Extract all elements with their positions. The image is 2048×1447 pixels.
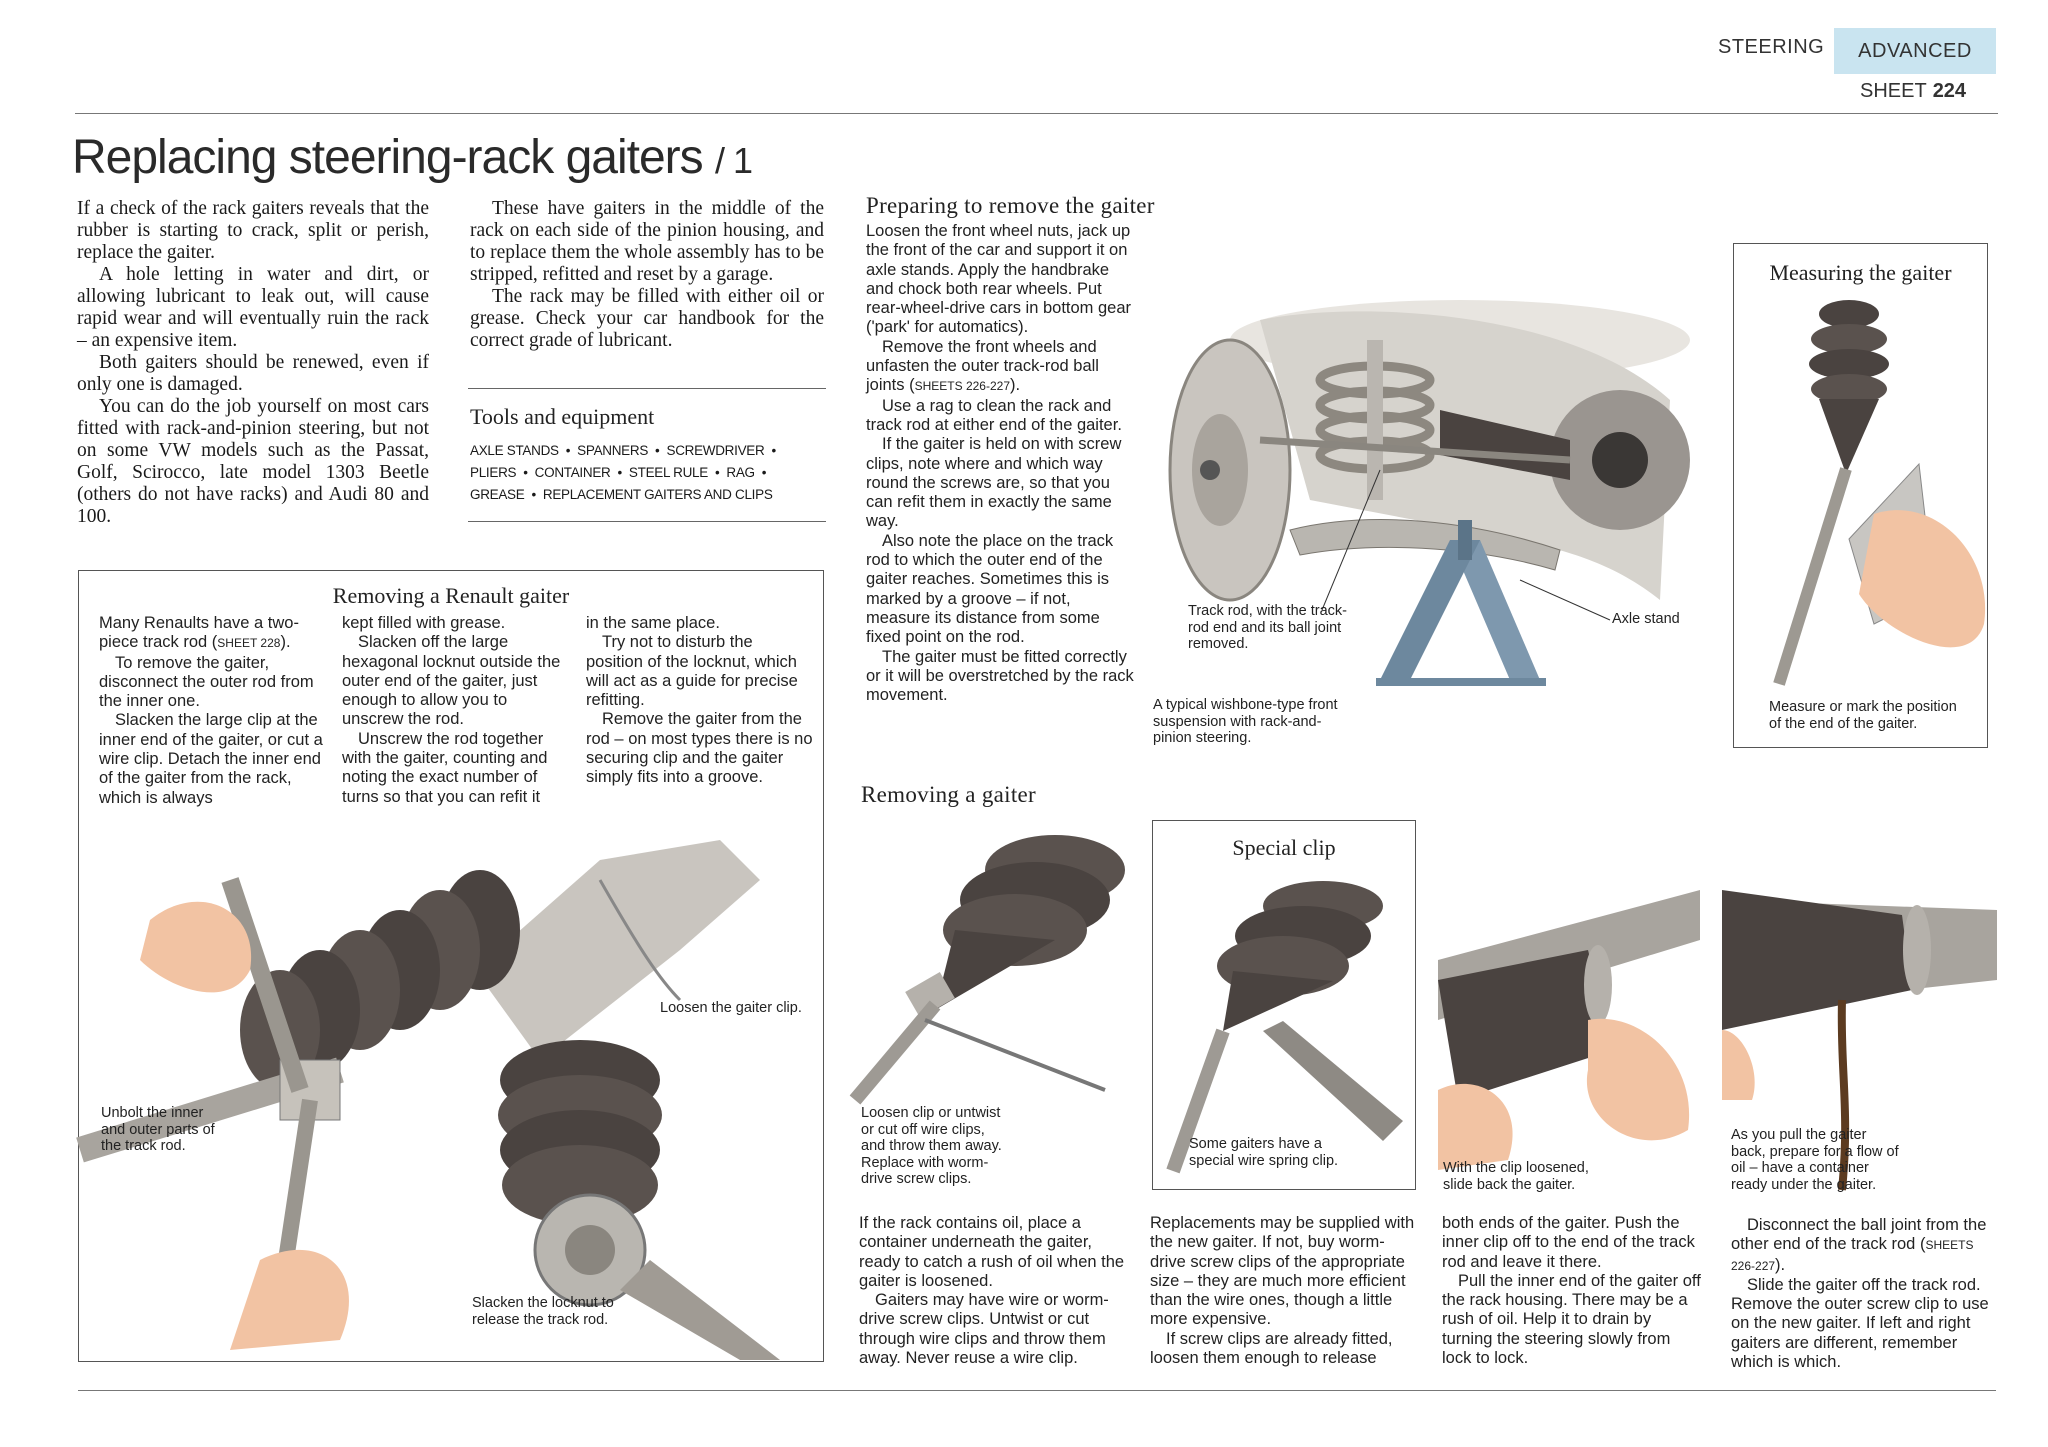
screwdriver — [925, 1020, 1105, 1090]
removing-paragraph: If screw clips are already fitted, loosen them enough to release — [1150, 1329, 1393, 1368]
axlestand-label: Axle stand — [1612, 611, 1680, 627]
removing-paragraph: both ends of the gaiter. Push the inner clip off to the end of the track rod and leave it there. — [1442, 1214, 1695, 1271]
renault-column-3 — [586, 614, 814, 788]
tools-line — [470, 440, 830, 462]
tool-item: CONTAINER — [534, 465, 611, 480]
removing-text-1 — [859, 1214, 1129, 1368]
track-rod — [1779, 469, 1846, 684]
removing-paragraph: Slide the gaiter off the track rod. Remove the outer screw clip to use on the new gaiter. If left and right gaiters are different, remember which is which. — [1731, 1275, 1989, 1372]
page-title — [72, 130, 752, 185]
renault-paragraph: in the same place. — [586, 614, 720, 632]
trackrod-label: Track rod, with the track-rod end and its ball joint removed. — [1188, 603, 1348, 652]
special-clip-caption: Some gaiters have a special wire spring clip. — [1189, 1136, 1339, 1169]
removing-paragraph: Replacements may be supplied with the new gaiter. If not, buy worm-drive screw clips of the appropriate size – they are much more efficient than the wire ones, though a little more expensive. — [1150, 1214, 1415, 1329]
hand-lower — [230, 1250, 349, 1350]
measuring-title: Measuring the gaiter — [1769, 260, 1952, 285]
removing-step3-illustration — [1438, 870, 1700, 1200]
sheet-ref: SHEET 228 — [217, 636, 281, 651]
renault-paragraph: Slacken the large clip at the inner end of the gaiter, or cut a wire clip. Detach the inner end of the gaiter from the rack, which is always — [99, 711, 323, 807]
renault-paragraph: Try not to disturb the position of the locknut, which will act as a guide for precise refitting. — [586, 633, 798, 710]
intro-paragraph: Both gaiters should be renewed, even if only one is damaged. — [77, 352, 429, 395]
renault-illustration — [80, 820, 822, 1360]
measuring-caption: Measure or mark the position of the end of the gaiter. — [1769, 699, 1957, 732]
sheet-value: 224 — [1932, 80, 1967, 102]
removing-text-part: Disconnect the ball joint from the other end of the track rod ( — [1731, 1216, 1987, 1254]
hand-left — [1438, 1084, 1513, 1170]
renault-paragraph: To remove the gaiter, disconnect the outer rod from the inner one. — [99, 653, 314, 711]
removing-text-2 — [1150, 1214, 1415, 1368]
sheet-ref: SHEETS 226-227 — [1731, 1238, 1974, 1273]
locknut — [565, 1225, 615, 1275]
intro-column-2 — [470, 198, 824, 352]
preparing-paragraph: Also note the place on the track rod to which the outer end of the gaiter reaches. Sometimes this is marked by a groove – if not, measure its distance from some fixed point on the rod. — [866, 531, 1114, 647]
intro-column-1 — [77, 198, 429, 528]
removing-text-part: ). — [1775, 1255, 1786, 1274]
renault-paragraph: Unscrew the rod together with the gaiter, counting and noting the exact number of turns so that you can refit it — [342, 729, 548, 806]
removing-text-3 — [1442, 1214, 1704, 1368]
measuring-box — [1733, 243, 1988, 748]
measuring-illustration — [1734, 294, 1989, 694]
removing-text-4 — [1731, 1216, 1993, 1372]
intro-paragraph: The rack may be filled with either oil or grease. Check your car handbook for the correct grade of lubricant. — [470, 286, 824, 351]
removing-paragraph: If the rack contains oil, place a container underneath the gaiter, ready to catch a rush of oil when the gaiter is loosened. — [859, 1214, 1125, 1290]
removing-step1-illustration — [855, 830, 1120, 1100]
special-clip-box — [1152, 820, 1416, 1190]
tool-item: SCREWDRIVER — [666, 443, 765, 458]
intro-paragraph: If a check of the rack gaiters reveals that the rubber is starting to crack, split or perish, replace the gaiter. — [77, 198, 429, 263]
tool-item: AXLE STANDS — [470, 443, 559, 458]
preparing-paragraph — [866, 338, 1136, 397]
tools-rule-bottom — [468, 521, 826, 522]
tools-line — [470, 484, 830, 506]
hub-nut — [1200, 460, 1220, 480]
top-rule — [75, 113, 1998, 114]
renault-caption-loosen: Loosen the gaiter clip. — [660, 1000, 802, 1016]
intro-paragraph: You can do the job yourself on most cars fitted with rack-and-pinion steering, but not on some VW models such as the Passat, Golf, Scirocco, late model 1303 Beetle (others do not have racks) and Audi 80 and 100. — [77, 396, 429, 527]
tool-separator: • — [771, 443, 776, 458]
pliers — [1263, 1021, 1403, 1141]
suspension-caption: A typical wishbone-type front suspension with rack-and-pinion steering. — [1153, 697, 1338, 746]
tool-separator: • — [617, 465, 622, 480]
renault-paragraph: Slacken off the large hexagonal locknut outside the outer end of the gaiter, just enough to allow you to unscrew the rod. — [342, 633, 561, 729]
tool-item: PLIERS — [470, 465, 517, 480]
tool-separator: • — [655, 443, 660, 458]
tool-item: REPLACEMENT GAITERS AND CLIPS — [542, 487, 773, 502]
preparing-paragraph: The gaiter must be fitted correctly or it will be overstretched by the rack movement. — [866, 647, 1134, 705]
preparing-paragraph: Use a rag to clean the rack and track rod at either end of the gaiter. — [866, 396, 1122, 434]
tool-item: SPANNERS — [577, 443, 649, 458]
removing-caption-4: As you pull the gaiter back, prepare for a flow of oil – have a container ready under the gaiter. — [1731, 1127, 1899, 1193]
track-rod — [855, 1005, 935, 1100]
screw-clip — [1903, 905, 1931, 995]
tool-separator: • — [523, 465, 528, 480]
tool-separator: • — [531, 487, 536, 502]
tools-line — [470, 462, 830, 484]
hand — [1722, 1030, 1755, 1100]
renault-title: Removing a Renault gaiter — [332, 583, 570, 608]
tool-separator: • — [565, 443, 571, 458]
gaiter-upper — [240, 840, 760, 1090]
gaiter-bellows — [1809, 300, 1889, 474]
hand-right — [1587, 1019, 1689, 1141]
special-clip-title: Special clip — [1232, 835, 1336, 860]
tool-item: GREASE — [470, 487, 525, 502]
preparing-text-part: ). — [1010, 376, 1021, 395]
intro-paragraph: A hole letting in water and dirt, or allowing lubricant to leak out, will cause rapid wear and will eventually ruin the rack – an expensive item. — [77, 264, 429, 351]
intro-paragraph: These have gaiters in the middle of the rack on each side of the pinion housing, and to replace them the whole assembly has to be stripped, refitted and reset by a garage. — [470, 198, 824, 285]
screw-clip — [1584, 945, 1612, 1025]
preparing-paragraph: If the gaiter is held on with screw clips, note where and which way round the screws are, so that you can refit them in exactly the same way. — [866, 435, 1122, 531]
preparing-paragraph: Loosen the front wheel nuts, jack up the front of the car and support it on axle stands. Apply the handbrake and chock both rear wheels. Put rear-wheel-drive cars in bottom gear ('park' for automatics). — [866, 222, 1132, 337]
renault-paragraph: Remove the gaiter from the rod – on most types there is no securing clip and the gaiter simply fits into a groove. — [586, 710, 813, 787]
sheet-number — [1860, 80, 1966, 103]
renault-column-1 — [99, 614, 329, 808]
ring-spanner-handle — [620, 1260, 780, 1360]
tools-heading: Tools and equipment — [470, 404, 655, 429]
sheet-ref: SHEETS 226-227 — [914, 379, 1010, 394]
removing-caption-1: Loosen clip or untwist or cut off wire clips, and throw them away. Replace with worm-drive screw clips. — [861, 1105, 1002, 1187]
tool-item: STEEL RULE — [628, 465, 708, 480]
renault-column-2 — [342, 614, 572, 807]
title-main: Replacing steering-rack gaiters — [72, 131, 703, 184]
tools-list — [470, 440, 830, 506]
renault-text-part: ). — [280, 633, 291, 652]
tool-separator: • — [761, 465, 767, 480]
removing-paragraph: Pull the inner end of the gaiter off the rack housing. There may be a rush of oil. Help it to drain by turning the steering slowly from lock to lock. — [1442, 1271, 1701, 1368]
removing-paragraph: Gaiters may have wire or worm-drive screw clips. Untwist or cut through wire clips and throw them away. Never reuse a wire clip. — [859, 1291, 1109, 1368]
renault-paragraph: kept filled with grease. — [342, 614, 506, 632]
preparing-text-part: Remove the front wheels and unfasten the outer track-rod ball joints ( — [866, 337, 1099, 395]
rack-end — [1592, 432, 1648, 488]
tool-separator: • — [714, 465, 720, 480]
renault-caption-slacken: Slacken the locknut to release the track rod. — [472, 1295, 614, 1328]
sheet-label: SHEET — [1860, 80, 1927, 102]
removing-heading: Removing a gaiter — [861, 782, 1036, 807]
preparing-heading: Preparing to remove the gaiter — [866, 193, 1155, 218]
hand — [1859, 510, 1985, 647]
section-label: STEERING — [1718, 36, 1825, 58]
tool-item: RAG — [726, 465, 755, 480]
preparing-text — [866, 222, 1136, 705]
renault-caption-unbolt: Unbolt the inner and outer parts of the track rod. — [101, 1105, 215, 1154]
renault-text-part: Many Renaults have a two-piece track rod ( — [99, 614, 299, 652]
removing-caption-3: With the clip loosened, slide back the gaiter. — [1443, 1160, 1589, 1193]
bottom-rule — [78, 1390, 1996, 1391]
axlestand-leader — [1520, 580, 1610, 620]
title-suffix: / 1 — [714, 140, 753, 181]
level-badge: ADVANCED — [1834, 28, 1996, 74]
removing-paragraph — [1731, 1216, 1993, 1276]
renault-paragraph — [99, 614, 329, 654]
tools-rule-top — [468, 388, 826, 389]
special-clip-illustration — [1153, 871, 1417, 1171]
